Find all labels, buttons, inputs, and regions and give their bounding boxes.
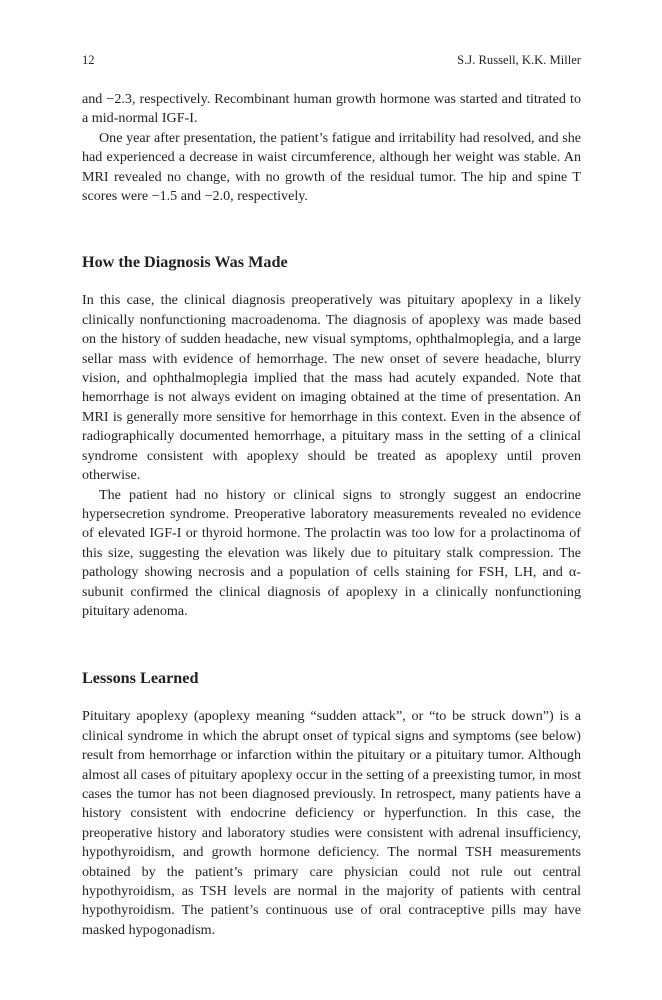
running-head-authors: S.J. Russell, K.K. Miller	[457, 53, 581, 67]
section-heading-diagnosis: How the Diagnosis Was Made	[82, 253, 288, 272]
paragraph-lessons-1: Pituitary apoplexy (apoplexy meaning “sudden attack”, or “to be struck down”) is a clinical syndrome in which the abrupt onset of typical signs and symptoms (see below) result from hemorrhage or infarction within the pituitary or a pituitary tumor. Although almost all cases of pituitary apoplexy occur in the setting of a preexisting tumor, in most cases the tumor has not been diagnosed previously. In retrospect, many patients have a history consistent with endocrine deficiency or hyperfunction. In this case, the preoperative history and laboratory studies were consistent with adrenal insufficiency, hypothyroidism, and growth hormone deficiency. The normal TSH measurements obtained by the patient’s primary care physician could not rule out central hypothyroidism, as TSH levels are normal in the majority of patients with central hypothyroidism. The patient’s continuous use of oral contraceptive pills may have masked hypogonadism.	[82, 708, 581, 938]
paragraph-follow-up: One year after presentation, the patient’s fatigue and irritability had resolved, and she had experienced a decrease in waist circumference, although her weight was stable. An MRI revealed no change, with no growth of the residual tumor. The hip and spine T scores were −1.5 and −2.0, respectively.	[82, 129, 581, 205]
section-heading-lessons: Lessons Learned	[82, 669, 199, 688]
body-text	[82, 90, 581, 940]
paragraph-diagnosis-2: The patient had no history or clinical signs to strongly suggest an endocrine hypersecretion syndrome. Preoperative laboratory measurements revealed no evidence of elevated IGF-I or thyroid hormone. The prolactin was too low for a prolactinoma of this size, suggesting the elevation was likely due to pituitary stalk compression. The pathology showing necrosis and a population of cells staining for FSH, LH, and α-subunit confirmed the clinical diagnosis of apoplexy in a clinically nonfunctioning pituitary adenoma.	[82, 486, 581, 619]
paragraph-continued: and −2.3, respectively. Recombinant human growth hormone was started and titrated to a mid-normal IGF-I.	[82, 91, 581, 127]
paragraph-diagnosis-1: In this case, the clinical diagnosis preoperatively was pituitary apoplexy in a likely clinically nonfunctioning macroadenoma. The diagnosis of apoplexy was made based on the history of sudden headache, new visual symptoms, ophthalmoplegia, and a large sellar mass with evidence of hemorrhage. The new onset of severe headache, blurry vision, and ophthalmoplegia implied that the mass had acutely expanded. Note that hemorrhage is not always evident on imaging obtained at the time of presentation. An MRI is generally more sensitive for hemorrhage in this context. Even in the absence of radiographically documented hemorrhage, a pituitary mass in the setting of a clinical syndrome consistent with apoplexy should be treated as apoplexy until proven otherwise.	[82, 292, 581, 484]
book-page	[82, 0, 581, 1000]
page-number: 12	[82, 53, 95, 67]
